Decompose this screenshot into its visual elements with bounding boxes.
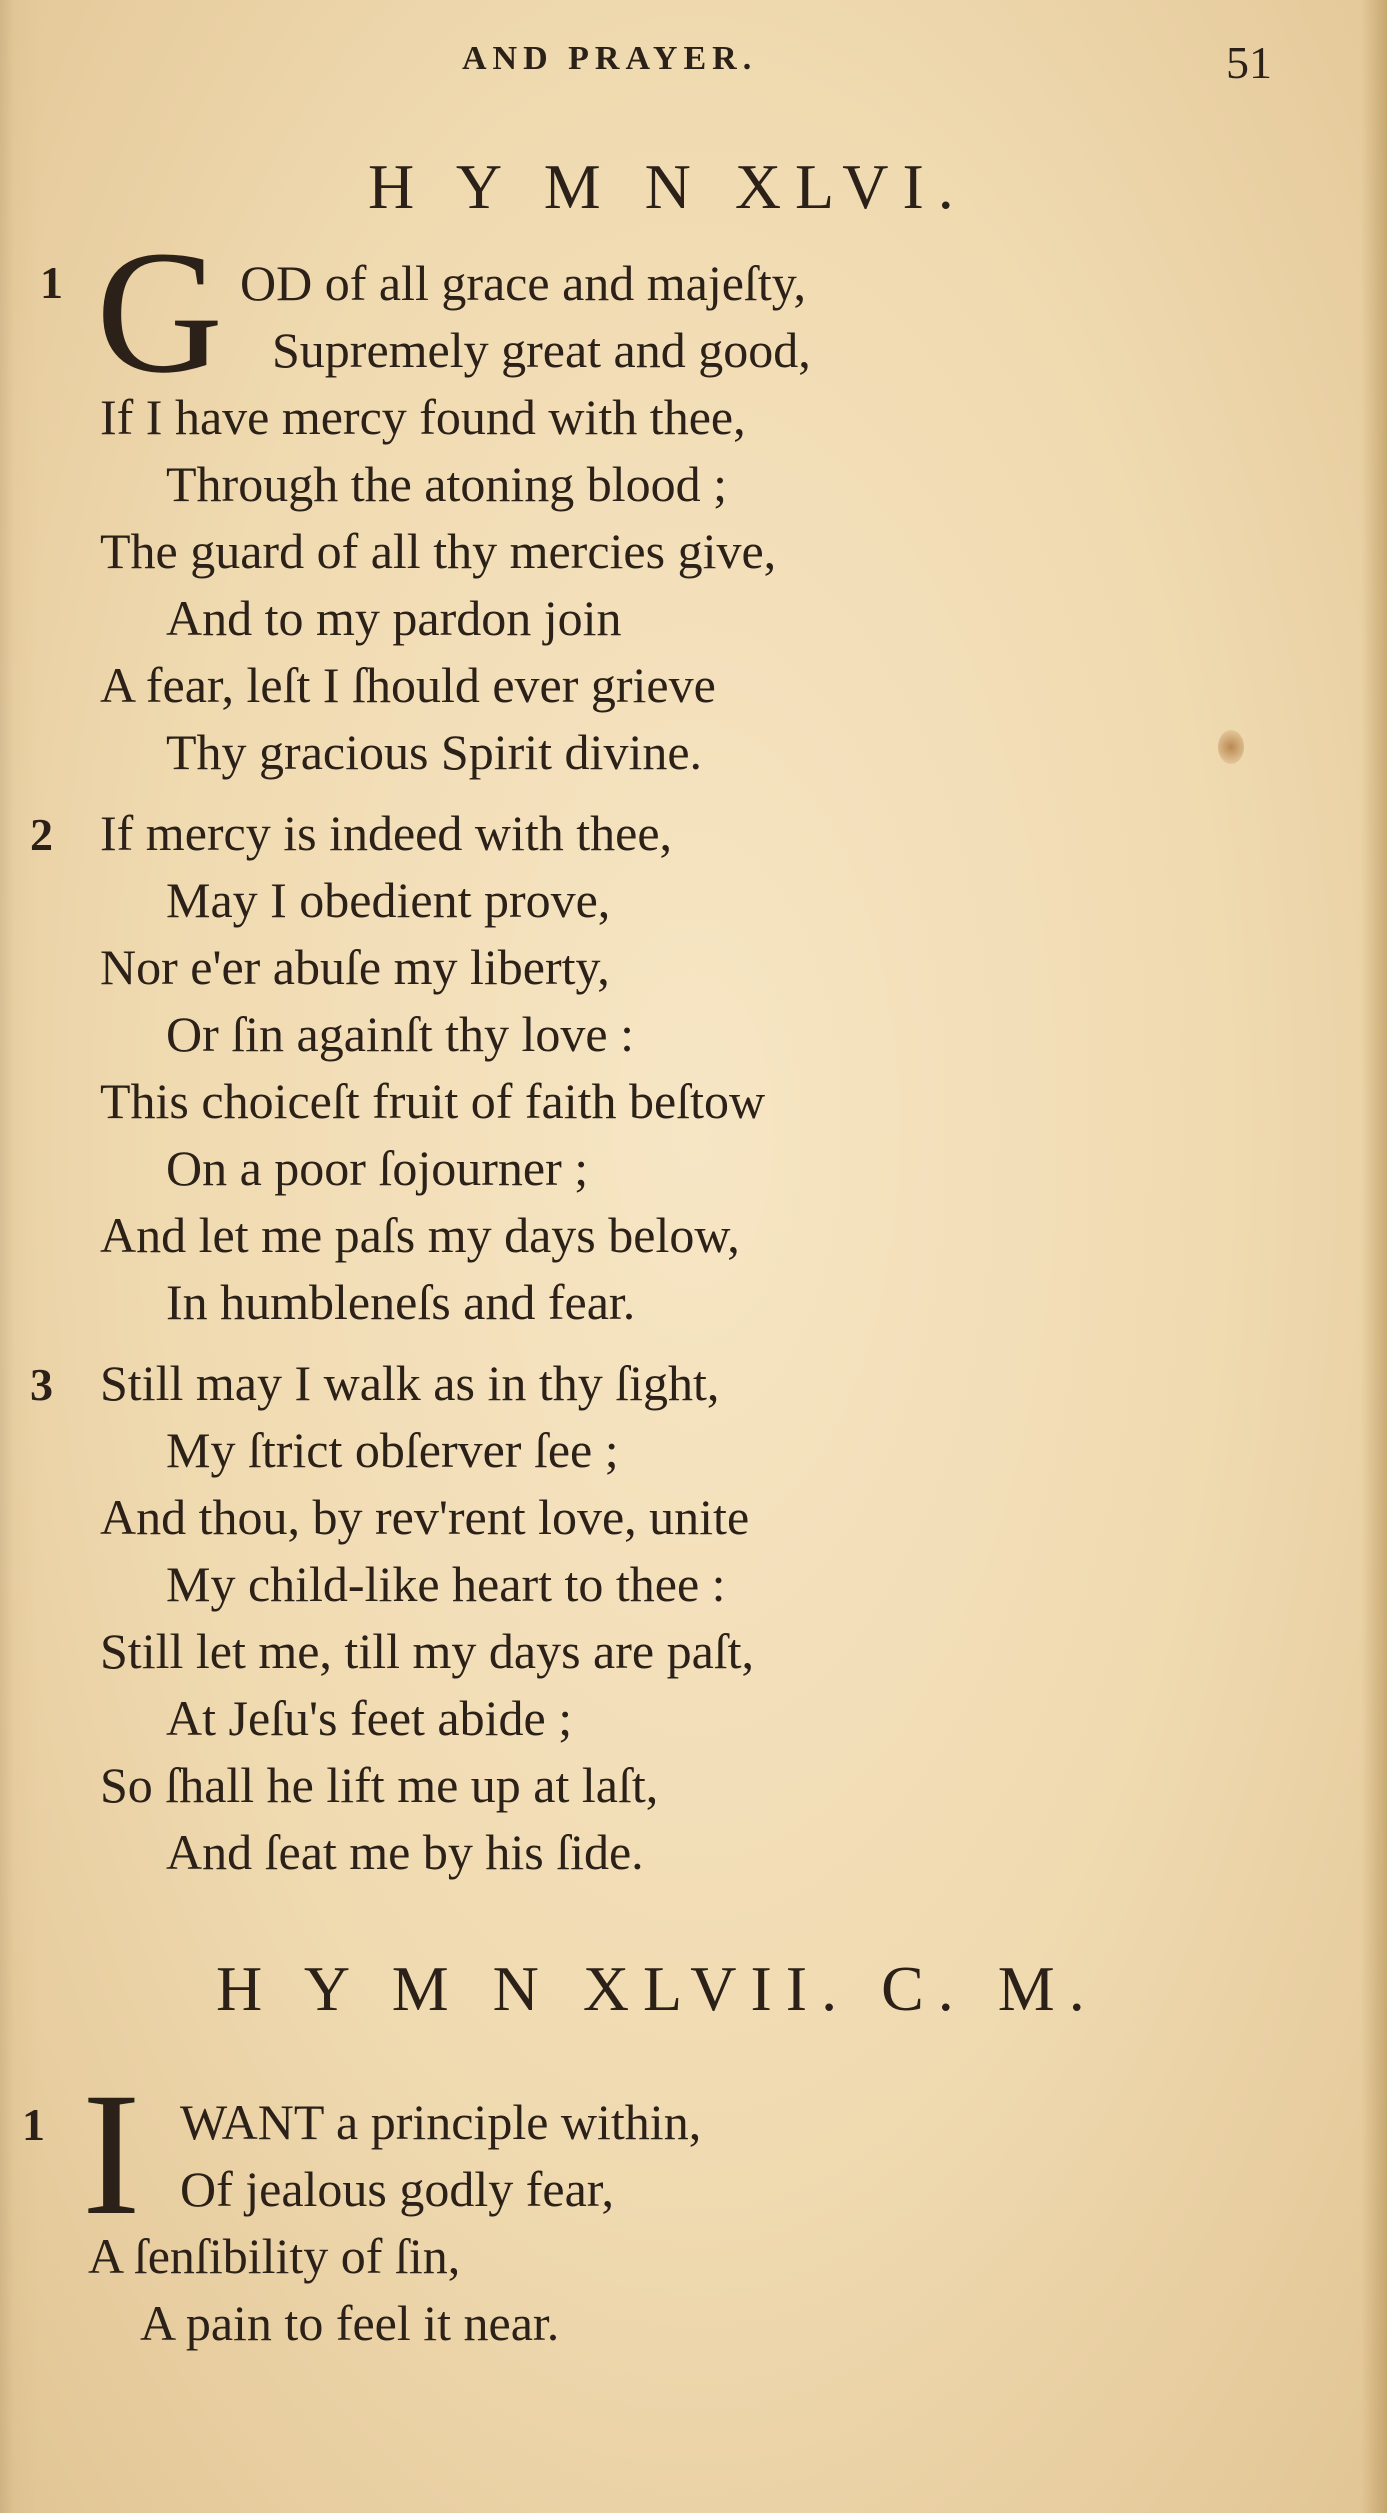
verse-line: A pain to feel it near.	[140, 2295, 560, 2351]
page-edge-shadow	[1361, 0, 1387, 2513]
verse-line: At Jeſu's feet abide ;	[166, 1690, 573, 1746]
verse-line: My child-like heart to thee :	[166, 1556, 726, 1612]
stanza-number: 1	[40, 257, 63, 308]
verse-line: Still may I walk as in thy ſight,	[100, 1355, 720, 1411]
stanza-number: 1	[22, 2099, 45, 2150]
verse-line: The guard of all thy mercies give,	[100, 523, 777, 579]
drop-cap: G	[96, 215, 224, 410]
verse-line: May I obedient prove,	[166, 872, 611, 928]
verse-line: A fear, leſt I ſhould ever grieve	[100, 657, 716, 713]
verse-line: So ſhall he lift me up at laſt,	[100, 1757, 659, 1813]
hymn-title-xlvi: H Y M N XLVI.	[368, 151, 968, 222]
verse-line: If mercy is indeed with thee,	[100, 805, 673, 861]
verse-line: In humbleneſs and fear.	[166, 1274, 636, 1330]
verse-line: And to my pardon join	[166, 590, 622, 646]
stanza-number: 3	[30, 1359, 53, 1410]
page-number: 51	[1226, 37, 1272, 88]
verse-line: And let me paſs my days below,	[100, 1207, 740, 1263]
hymn-title-xlvii: H Y M N XLVII. C. M.	[216, 1953, 1099, 2024]
foxing-stain	[1218, 730, 1244, 764]
verse-line: This choiceſt fruit of faith beſtow	[100, 1073, 766, 1129]
verse-line: Thy gracious Spirit divine.	[166, 724, 703, 780]
verse-line: And ſeat me by his ſide.	[166, 1824, 644, 1880]
verse-line: Nor e'er abuſe my liberty,	[100, 939, 610, 995]
running-head: AND PRAYER.	[462, 40, 758, 77]
drop-cap: I	[82, 2057, 141, 2252]
verse-line: And thou, by rev'rent love, unite	[100, 1489, 750, 1545]
verse-line: WANT a principle within,	[180, 2094, 702, 2150]
stanza-number: 2	[30, 809, 53, 860]
verse-line: OD of all grace and majeſty,	[240, 255, 806, 311]
verse-line: My ſtrict obſerver ſee ;	[166, 1422, 619, 1478]
verse-line: Supremely great and good,	[272, 322, 811, 378]
verse-line: Through the atoning blood ;	[166, 456, 728, 512]
verse-line: Still let me, till my days are paſt,	[100, 1623, 755, 1679]
verse-line: A ſenſibility of ſin,	[88, 2228, 461, 2284]
verse-line: Or ſin againſt thy love :	[166, 1006, 634, 1062]
verse-line: If I have mercy found with thee,	[100, 389, 746, 445]
verse-line: On a poor ſojourner ;	[166, 1140, 589, 1196]
verse-line: Of jealous godly fear,	[180, 2161, 614, 2217]
